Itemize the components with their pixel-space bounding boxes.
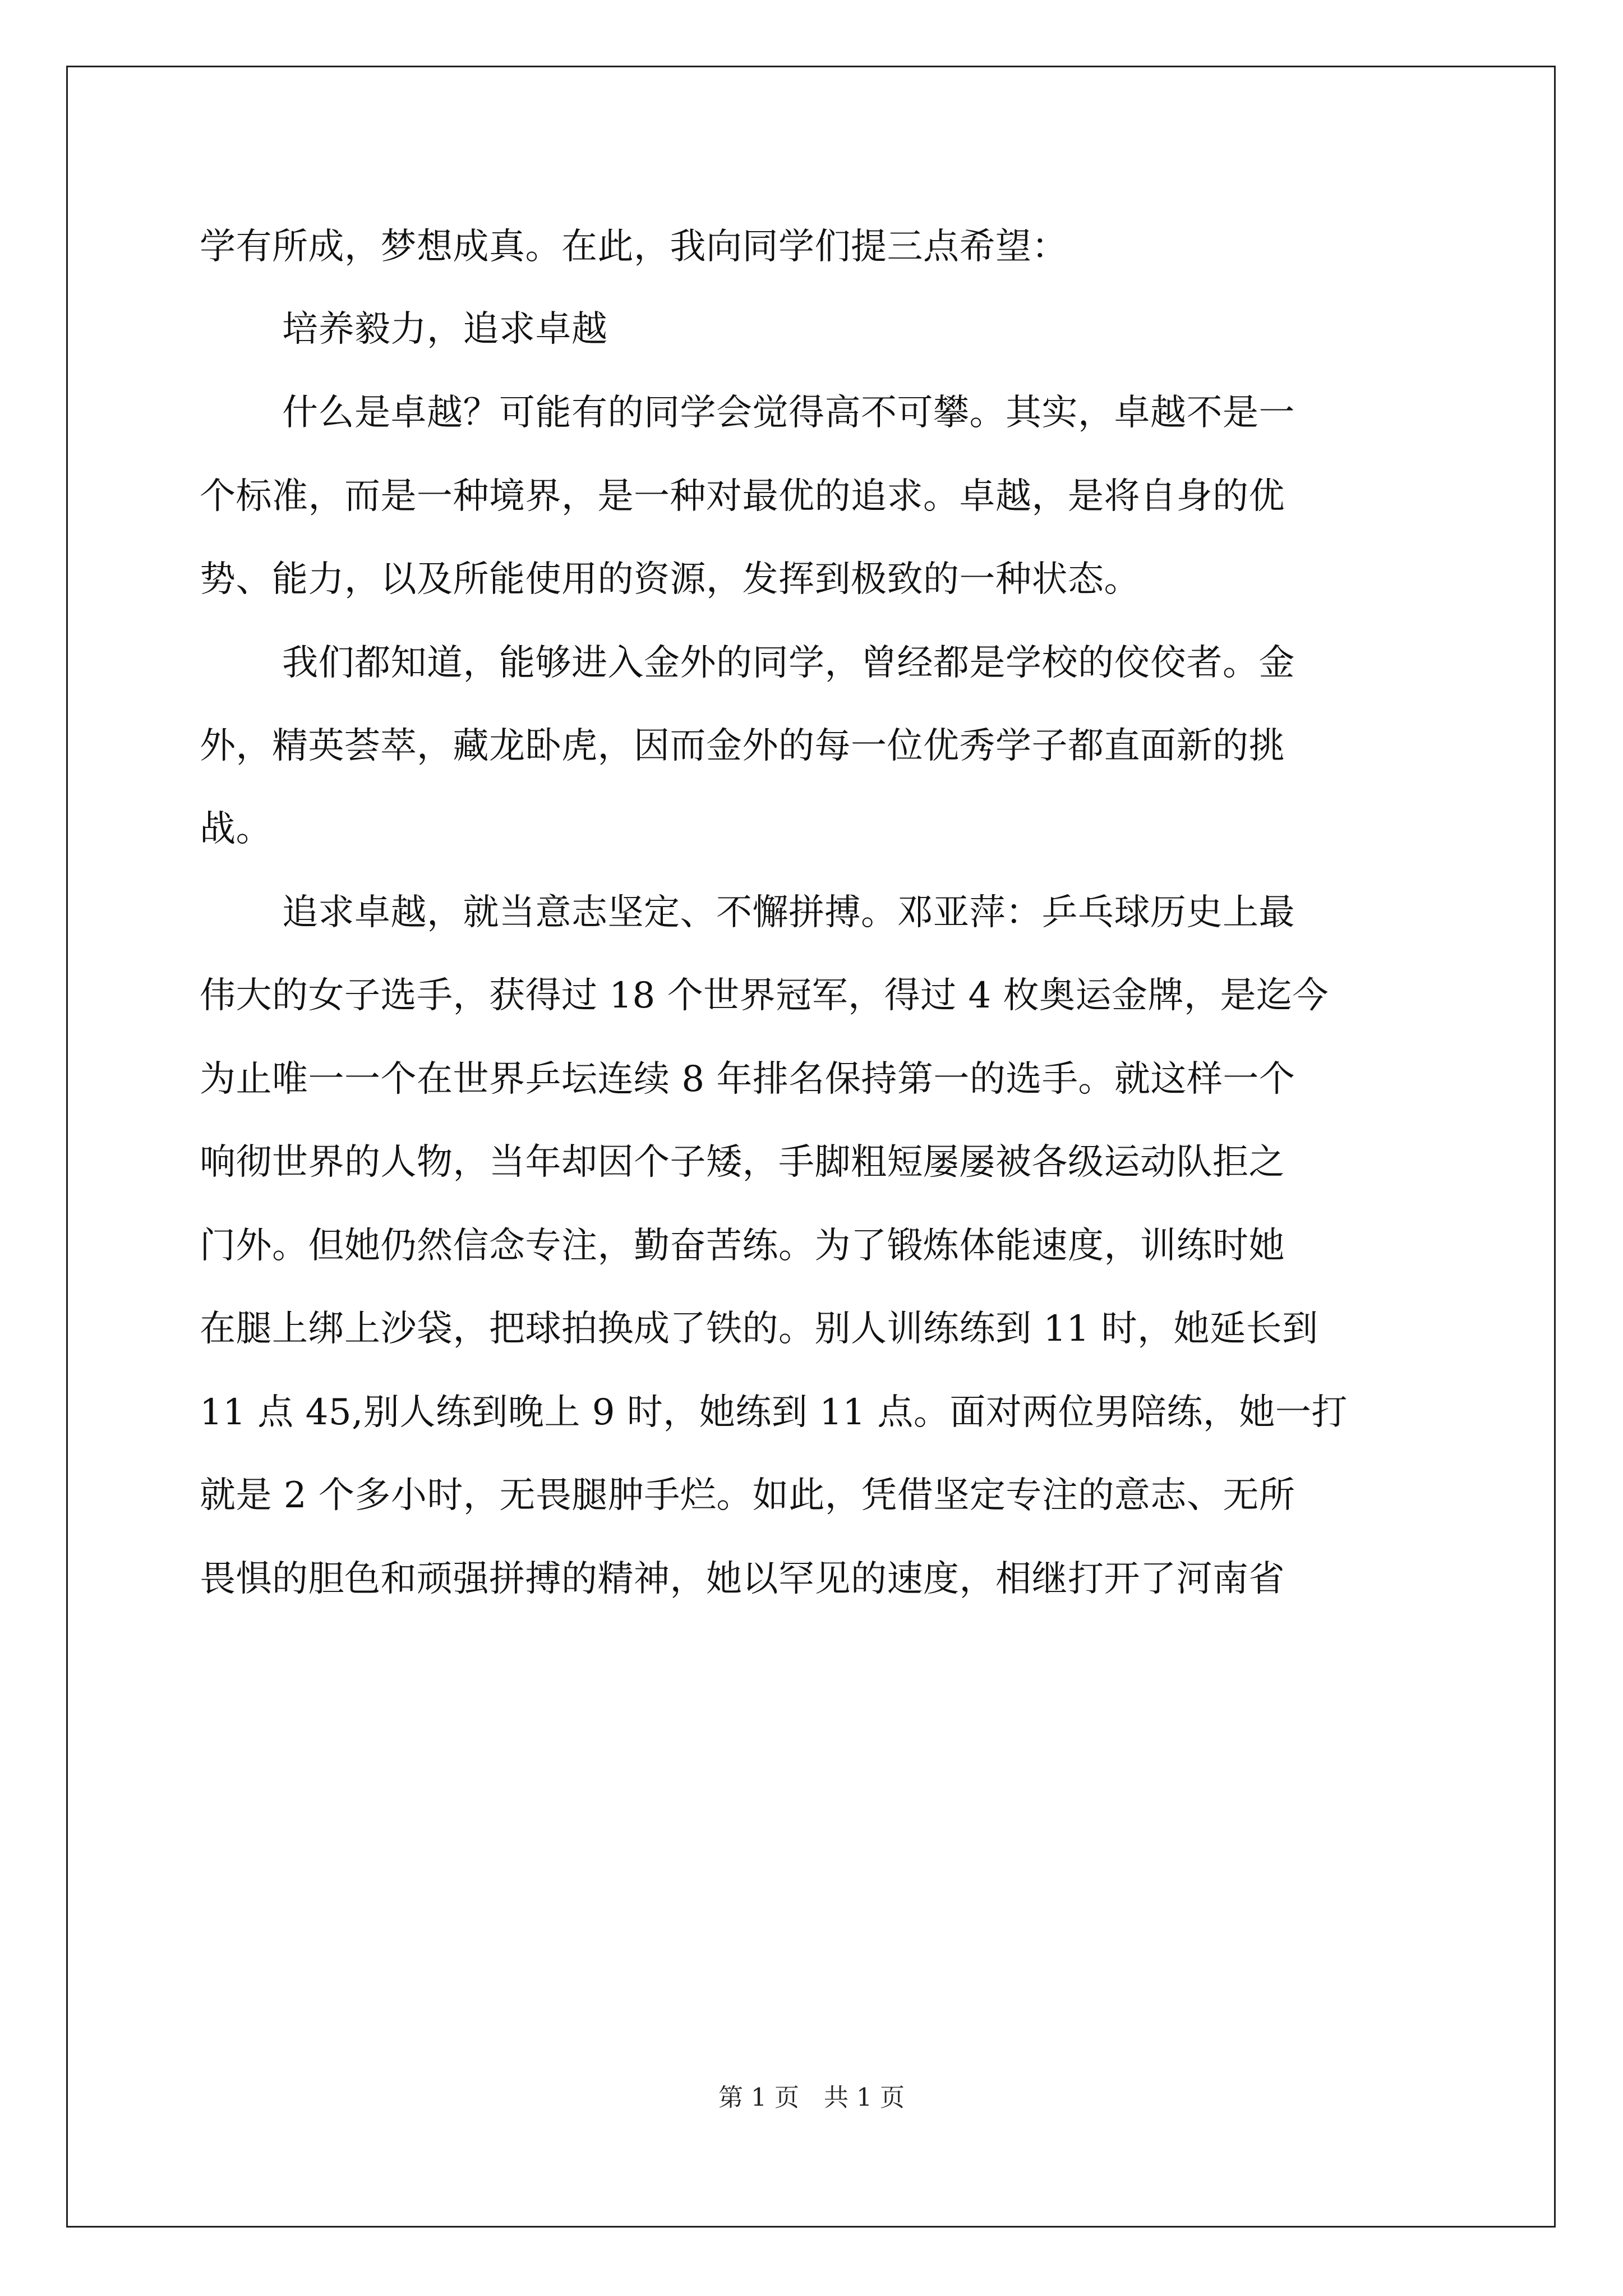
paragraph-line: 个标准，而是一种境界，是一种对最优的追求。卓越，是将自身的优 [200, 476, 1285, 517]
paragraph-line: 畏惧的胆色和顽强拼搏的精神，她以罕见的速度，相继打开了河南省 [200, 1558, 1285, 1600]
paragraph-line: 就是 2 个多小时，无畏腿肿手烂。如此，凭借坚定专注的意志、无所 [200, 1475, 1295, 1516]
paragraph-line: 伟大的女子选手，获得过 18 个世界冠军，得过 4 枚奥运金牌，是迄今 [200, 975, 1329, 1016]
paragraph-line: 11 点 45,别人练到晚上 9 时，她练到 11 点。面对两位男陪练，她一打 [200, 1392, 1348, 1433]
paragraph-line: 什么是卓越？可能有的同学会觉得高不可攀。其实，卓越不是一 [282, 392, 1295, 434]
paragraph-line: 我们都知道，能够进入金外的同学，曾经都是学校的佼佼者。金 [282, 642, 1295, 684]
paragraph-line: 为止唯一一个在世界乒坛连续 8 年排名保持第一的选手。就这样一个 [200, 1059, 1295, 1100]
page-number-footer: 第 1 页 共 1 页 [718, 2083, 905, 2112]
paragraph-line: 追求卓越，就当意志坚定、不懈拼搏。邓亚萍：乒乓球历史上最 [282, 892, 1295, 933]
paragraph-line: 学有所成，梦想成真。在此，我向同学们提三点希望： [200, 226, 1068, 268]
section-heading: 培养毅力，追求卓越 [282, 309, 608, 350]
paragraph-line: 外，精英荟萃，藏龙卧虎，因而金外的每一位优秀学子都直面新的挑 [200, 725, 1285, 767]
paragraph-line: 门外。但她仍然信念专注，勤奋苦练。为了锻炼体能速度，训练时她 [200, 1225, 1285, 1267]
paragraph-line: 势、能力，以及所能使用的资源，发挥到极致的一种状态。 [200, 559, 1140, 600]
paragraph-line: 战。 [200, 808, 272, 850]
paragraph-line: 响彻世界的人物，当年却因个子矮，手脚粗短屡屡被各级运动队拒之 [200, 1142, 1285, 1183]
paragraph-line: 在腿上绑上沙袋，把球拍换成了铁的。别人训练练到 11 时，她延长到 [200, 1308, 1318, 1350]
